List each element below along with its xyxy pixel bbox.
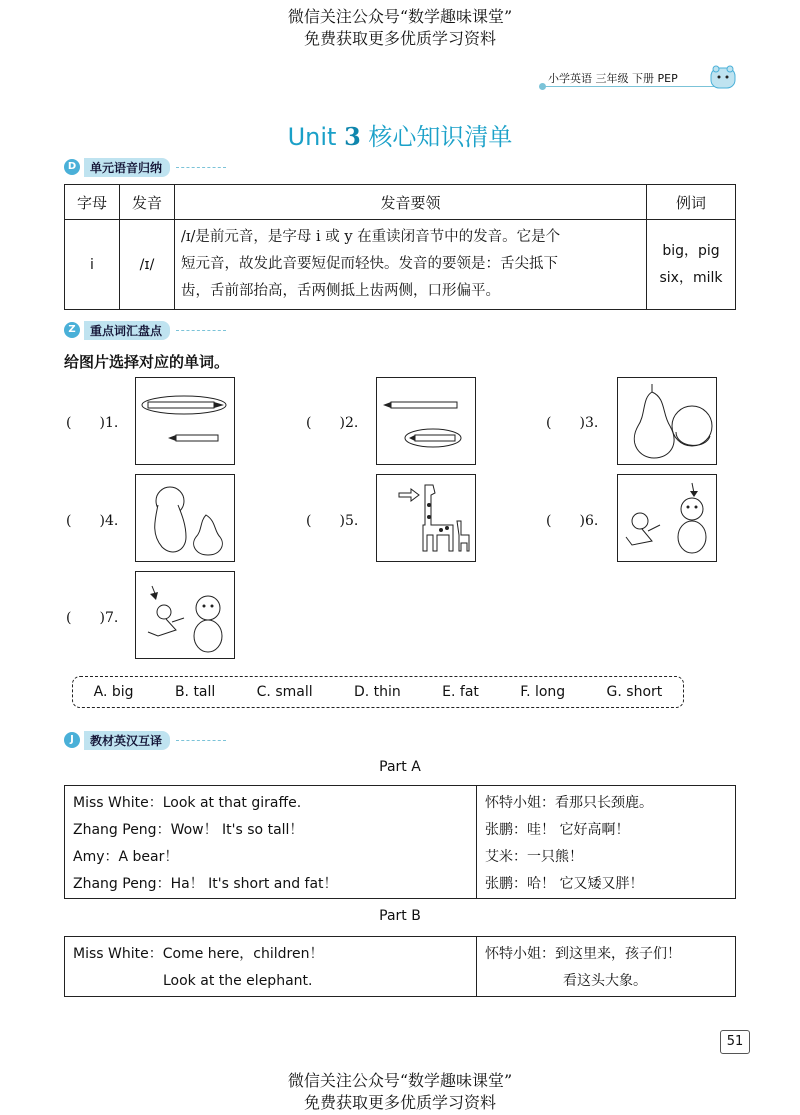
- picture-short-and-long-pencils: [376, 377, 476, 465]
- page-number: 51: [720, 1030, 750, 1054]
- phonics-table: [64, 184, 736, 310]
- example-line: six，milk: [659, 269, 723, 286]
- answer-blank[interactable]: ( ): [66, 513, 105, 529]
- header-sound: 发音: [120, 185, 175, 220]
- question-6[interactable]: [546, 510, 598, 530]
- title-suffix: 核心知识清单: [360, 123, 513, 151]
- section-label: 重点词汇盘点: [84, 321, 170, 340]
- section-translation-header: [64, 730, 226, 750]
- rule-line: 齿，舌前部抬高，舌两侧抵上齿两侧，口形偏平。: [181, 283, 500, 299]
- rule-line: /ɪ/是前元音，是字母 i 或 y 在重读闭音节中的发音。它是个: [181, 229, 561, 245]
- option-e: E. fat: [442, 684, 479, 700]
- dialogue-line: 怀特小姐：到这里来，孩子们！: [485, 946, 681, 962]
- phonics-header-row: [65, 185, 736, 220]
- section-badge: D: [64, 159, 80, 175]
- dialogue-line: Amy：A bear！: [73, 849, 179, 865]
- section-badge: J: [64, 732, 80, 748]
- question-7[interactable]: [66, 607, 118, 627]
- phonics-row: [65, 220, 736, 310]
- pencil-picture-icon: [377, 378, 475, 464]
- question-3[interactable]: [546, 412, 598, 432]
- part-a-dialogue: [64, 785, 736, 899]
- part-b-english: [65, 937, 477, 997]
- pear-picture-icon: [136, 475, 234, 561]
- picture-big-and-small-pear: [617, 377, 717, 465]
- answer-blank[interactable]: ( ): [66, 415, 105, 431]
- section-dots: [176, 740, 226, 741]
- question-number: 2.: [344, 415, 359, 431]
- example-line: big，pig: [662, 242, 720, 259]
- option-f: F. long: [520, 684, 566, 700]
- option-c: C. small: [256, 684, 313, 700]
- dialogue-line: 艾米：一只熊！: [485, 849, 583, 865]
- watermark-line-2-bottom: 免费获取更多优质学习资料: [303, 1093, 496, 1112]
- rule-line: 短元音，故发此音要短促而轻快。发音的要领是：舌尖抵下: [181, 256, 558, 272]
- part-b-chinese: [477, 937, 736, 997]
- question-number: 7.: [104, 610, 119, 626]
- question-number: 1.: [104, 415, 119, 431]
- dialogue-line: Zhang Peng：Wow！ It's so tall！: [73, 822, 304, 838]
- section-phonics-header: [64, 157, 226, 177]
- monkey-picture-icon: [136, 572, 234, 658]
- picture-long-and-short-pencils: [135, 377, 235, 465]
- question-number: 4.: [104, 513, 119, 529]
- dialogue-line: Look at the elephant.: [163, 973, 313, 989]
- dialogue-line: 怀特小姐：看那只长颈鹿。: [485, 795, 653, 811]
- picture-tall-giraffe: [376, 474, 476, 562]
- page-title: [0, 117, 800, 152]
- watermark-line-1-bottom: 微信关注公众号“数学趣味课堂”: [287, 1071, 513, 1090]
- part-b-dialogue: [64, 936, 736, 997]
- pencil-picture-icon: [136, 378, 234, 464]
- option-b: B. tall: [174, 684, 216, 700]
- title-unit-number: 3: [344, 122, 361, 151]
- dialogue-line: Zhang Peng：Ha！ It's short and fat！: [73, 876, 338, 892]
- watermark-line-1: 微信关注公众号“数学趣味课堂”: [287, 7, 513, 26]
- picture-thin-monkey: [135, 571, 235, 659]
- section-dots: [176, 330, 226, 331]
- dialogue-line: 张鹏：哇！ 它好高啊！: [485, 822, 630, 838]
- dialogue-line: 看这头大象。: [563, 973, 647, 989]
- question-number: 5.: [344, 513, 359, 529]
- section-vocab-header: [64, 320, 226, 340]
- part-b-title: Part B: [379, 908, 421, 924]
- answer-blank[interactable]: ( ): [66, 610, 105, 626]
- header-rule: 发音要领: [175, 185, 647, 220]
- answer-blank[interactable]: ( ): [306, 415, 345, 431]
- dialogue-line: Miss White：Look at that giraffe.: [73, 795, 302, 811]
- option-g: G. short: [606, 684, 663, 700]
- exercise-instruction: 给图片选择对应的单词。: [64, 353, 230, 371]
- question-1[interactable]: [66, 412, 118, 432]
- cell-rule: [175, 220, 647, 310]
- answer-blank[interactable]: ( ): [546, 513, 585, 529]
- question-5[interactable]: [306, 510, 358, 530]
- dialogue-line: 张鹏：哈！ 它又矮又胖！: [485, 876, 644, 892]
- answer-blank[interactable]: ( ): [546, 415, 585, 431]
- option-a: A. big: [93, 684, 134, 700]
- part-a-english: [65, 786, 477, 899]
- series-label: 小学英语 三年级 下册 PEP: [548, 72, 678, 85]
- option-d: D. thin: [353, 684, 401, 700]
- dialogue-line: Miss White：Come here，children！: [73, 946, 324, 962]
- picture-small-and-big-pear: [135, 474, 235, 562]
- part-a-title: Part A: [379, 759, 421, 775]
- question-number: 3.: [584, 415, 599, 431]
- section-dots: [176, 167, 226, 168]
- watermark-line-2: 免费获取更多优质学习资料: [303, 29, 496, 48]
- question-4[interactable]: [66, 510, 118, 530]
- section-label: 教材英汉互译: [84, 731, 170, 750]
- bear-mascot-icon: [708, 62, 738, 92]
- section-badge: Z: [64, 322, 80, 338]
- cell-letter: i: [65, 220, 120, 310]
- picture-fat-monkey: [617, 474, 717, 562]
- word-options: [72, 676, 684, 708]
- header-letter: 字母: [65, 185, 120, 220]
- part-a-chinese: [477, 786, 736, 899]
- section-label: 单元语音归纳: [84, 158, 170, 177]
- question-number: 6.: [584, 513, 599, 529]
- giraffe-picture-icon: [377, 475, 475, 561]
- cell-sound: /ɪ/: [120, 220, 175, 310]
- question-2[interactable]: [306, 412, 358, 432]
- title-prefix: Unit: [287, 123, 345, 151]
- cell-examples: [647, 220, 736, 310]
- monkey-picture-icon: [618, 475, 716, 561]
- pear-picture-icon: [618, 378, 716, 464]
- answer-blank[interactable]: ( ): [306, 513, 345, 529]
- header-examples: 例词: [647, 185, 736, 220]
- series-underline: [545, 86, 725, 87]
